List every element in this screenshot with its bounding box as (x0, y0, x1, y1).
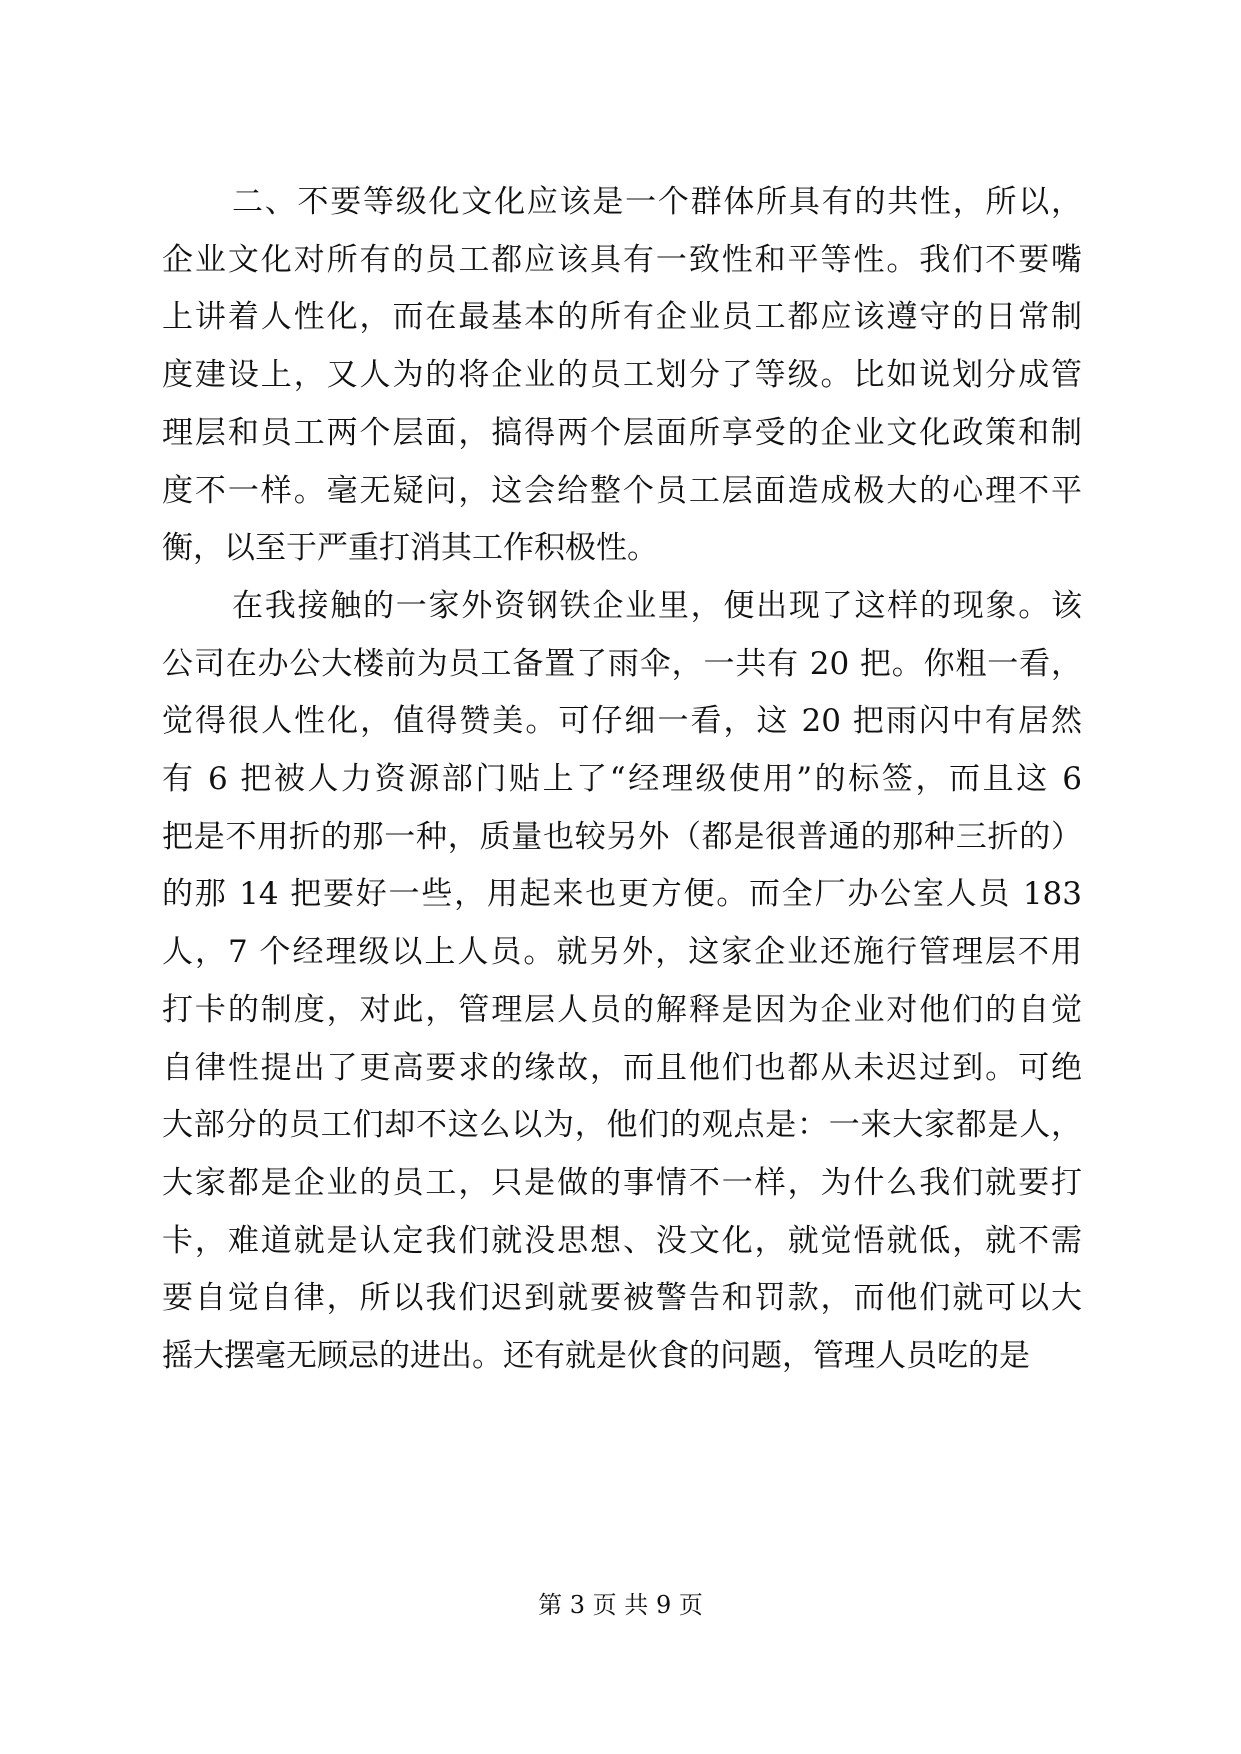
paragraph-line: 卡，难道就是认定我们就没思想、没文化，就觉悟就低，就不需 (162, 1223, 1082, 1259)
paragraph-line: 度不一样。毫无疑问，这会给整个员工层面造成极大的心理不平 (162, 473, 1082, 509)
paragraph-line: 要自觉自律，所以我们迟到就要被警告和罚款，而他们就可以大 (162, 1280, 1082, 1316)
paragraph-first-line: 二、不要等级化文化应该是一个群体所具有的共性，所以， (232, 184, 1082, 220)
paragraph-line: 理层和员工两个层面，搞得两个层面所享受的企业文化政策和制 (162, 415, 1082, 451)
paragraph-line: 上讲着人性化，而在最基本的所有企业员工都应该遵守的日常制 (162, 299, 1082, 335)
paragraph-line: 打卡的制度，对此，管理层人员的解释是因为企业对他们的自觉 (162, 992, 1082, 1028)
paragraph-line: 摇大摆毫无顾忌的进出。还有就是伙食的问题，管理人员吃的是 (162, 1338, 1030, 1374)
paragraph-line: 度建设上，又人为的将企业的员工划分了等级。比如说划分成管 (162, 357, 1082, 393)
page-footer: 第 3 页 共 9 页 (538, 1591, 703, 1619)
paragraph-line: 人，7 个经理级以上人员。就另外，这家企业还施行管理层不用 (162, 934, 1082, 970)
paragraph-line: 自律性提出了更高要求的缘故，而且他们也都从未迟过到。可绝 (162, 1050, 1082, 1086)
paragraph-first-line: 在我接触的一家外资钢铁企业里，便出现了这样的现象。该 (232, 588, 1082, 624)
paragraph-line: 公司在办公大楼前为员工备置了雨伞，一共有 20 把。你粗一看， (162, 646, 1082, 682)
paragraph-line: 企业文化对所有的员工都应该具有一致性和平等性。我们不要嘴 (162, 242, 1082, 278)
paragraph-line: 的那 14 把要好一些，用起来也更方便。而全厂办公室人员 183 (162, 876, 1082, 912)
paragraph-line: 大家都是企业的员工，只是做的事情不一样，为什么我们就要打 (162, 1165, 1082, 1201)
paragraph-line: 衡，以至于严重打消其工作积极性。 (162, 530, 658, 566)
paragraph-line: 大部分的员工们却不这么以为，他们的观点是：一来大家都是人， (162, 1107, 1082, 1143)
paragraph-line: 把是不用折的那一种，质量也较另外（都是很普通的那种三折的） (162, 819, 1082, 855)
paragraph-line: 觉得很人性化，值得赞美。可仔细一看，这 20 把雨闪中有居然 (162, 703, 1082, 739)
paragraph-line: 有 6 把被人力资源部门贴上了“经理级使用”的标签，而且这 6 (162, 761, 1082, 797)
